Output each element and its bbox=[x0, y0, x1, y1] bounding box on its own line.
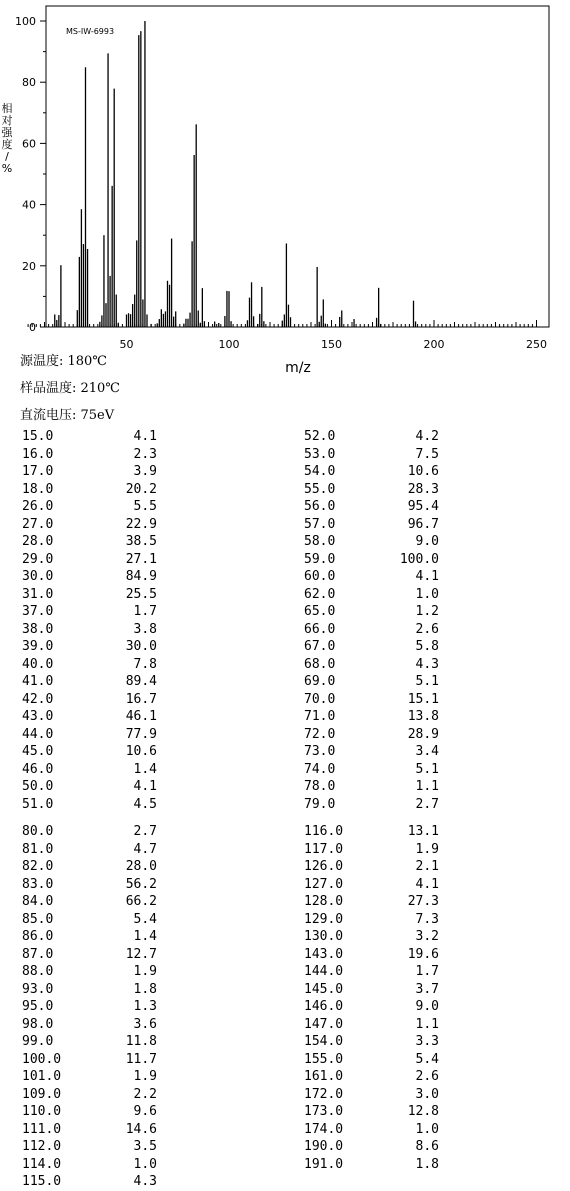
table-row bbox=[22, 481, 157, 499]
mz-value: 190.0 bbox=[304, 1139, 344, 1154]
intensity-value: 16.7 bbox=[125, 691, 157, 707]
mz-value: 78.0 bbox=[304, 779, 336, 794]
y-axis-label-char: 对 bbox=[1, 114, 13, 127]
table-row bbox=[304, 586, 439, 604]
x-axis-label: m/z bbox=[285, 360, 311, 376]
peak-table-col-4 bbox=[304, 823, 439, 1173]
intensity-value: 11.8 bbox=[125, 1034, 157, 1049]
mz-value: 74.0 bbox=[304, 761, 336, 777]
intensity-value: 4.2 bbox=[415, 429, 439, 444]
mz-value: 82.0 bbox=[22, 859, 54, 874]
intensity-value: 1.8 bbox=[133, 981, 157, 997]
intensity-value: 3.5 bbox=[133, 1139, 157, 1154]
table-row bbox=[22, 726, 157, 744]
mz-value: 42.0 bbox=[22, 691, 54, 707]
intensity-value: 7.8 bbox=[133, 656, 157, 672]
peak-table-col-3 bbox=[22, 823, 157, 1191]
intensity-value: 10.6 bbox=[125, 744, 157, 759]
table-row bbox=[22, 673, 157, 691]
table-row bbox=[304, 691, 439, 709]
intensity-value: 95.4 bbox=[407, 499, 439, 514]
intensity-value: 5.8 bbox=[415, 639, 439, 654]
sample-temperature: 样品温度: 210℃ bbox=[20, 381, 120, 396]
table-row bbox=[22, 1016, 157, 1034]
table-row bbox=[304, 428, 439, 446]
table-row bbox=[22, 446, 157, 464]
mz-value: 101.0 bbox=[22, 1069, 62, 1084]
mz-value: 95.0 bbox=[22, 999, 54, 1014]
table-row bbox=[304, 876, 439, 894]
intensity-value: 3.8 bbox=[133, 621, 157, 637]
intensity-value: 28.9 bbox=[407, 726, 439, 742]
mz-value: 99.0 bbox=[22, 1034, 54, 1049]
intensity-value: 3.4 bbox=[415, 744, 439, 759]
table-row bbox=[304, 963, 439, 981]
intensity-value: 4.1 bbox=[415, 569, 439, 584]
intensity-value: 10.6 bbox=[407, 464, 439, 479]
table-row bbox=[304, 481, 439, 499]
intensity-value: 2.7 bbox=[415, 796, 439, 812]
intensity-value: 3.6 bbox=[133, 1016, 157, 1032]
intensity-value: 13.8 bbox=[407, 709, 439, 724]
table-row bbox=[22, 428, 157, 446]
table-row bbox=[22, 823, 157, 841]
intensity-value: 89.4 bbox=[125, 674, 157, 689]
intensity-value: 28.0 bbox=[125, 859, 157, 874]
table-row bbox=[22, 1156, 157, 1174]
mz-value: 18.0 bbox=[22, 481, 54, 497]
intensity-value: 4.1 bbox=[133, 779, 157, 794]
mz-value: 84.0 bbox=[22, 894, 54, 909]
intensity-value: 15.1 bbox=[407, 691, 439, 707]
table-row bbox=[304, 1156, 439, 1174]
mz-value: 15.0 bbox=[22, 429, 54, 444]
table-row bbox=[304, 1138, 439, 1156]
mz-value: 130.0 bbox=[304, 929, 344, 944]
table-row bbox=[304, 778, 439, 796]
mz-value: 155.0 bbox=[304, 1051, 344, 1067]
y-tick-label: 100 bbox=[15, 15, 36, 28]
intensity-value: 9.0 bbox=[415, 999, 439, 1014]
mz-value: 45.0 bbox=[22, 744, 54, 759]
mz-value: 111.0 bbox=[22, 1121, 62, 1137]
table-row bbox=[22, 1051, 157, 1069]
table-row bbox=[22, 841, 157, 859]
mz-value: 110.0 bbox=[22, 1104, 62, 1119]
table-row bbox=[304, 1033, 439, 1051]
mz-value: 54.0 bbox=[304, 464, 336, 479]
mz-value: 43.0 bbox=[22, 709, 54, 724]
y-axis-label-char: 相 bbox=[1, 102, 13, 115]
intensity-value: 1.2 bbox=[415, 604, 439, 619]
table-row bbox=[304, 823, 439, 841]
intensity-value: 1.9 bbox=[133, 964, 157, 979]
table-row bbox=[304, 858, 439, 876]
mz-value: 65.0 bbox=[304, 604, 336, 619]
y-tick-label: 20 bbox=[22, 259, 36, 273]
mz-value: 52.0 bbox=[304, 429, 336, 444]
table-row bbox=[22, 1086, 157, 1104]
intensity-value: 2.3 bbox=[133, 446, 157, 462]
mz-value: 58.0 bbox=[304, 534, 336, 549]
intensity-value: 4.3 bbox=[415, 656, 439, 672]
table-row bbox=[22, 516, 157, 534]
mz-value: 145.0 bbox=[304, 981, 344, 997]
intensity-value: 7.5 bbox=[415, 446, 439, 462]
table-row bbox=[22, 551, 157, 569]
mz-value: 38.0 bbox=[22, 621, 54, 637]
peak-table-col-2 bbox=[304, 428, 439, 813]
table-row bbox=[22, 533, 157, 551]
mz-value: 154.0 bbox=[304, 1034, 344, 1049]
intensity-value: 3.0 bbox=[415, 1086, 439, 1102]
intensity-value: 1.4 bbox=[133, 929, 157, 944]
table-row bbox=[304, 946, 439, 964]
intensity-value: 28.3 bbox=[407, 481, 439, 497]
mz-value: 116.0 bbox=[304, 824, 344, 839]
table-row bbox=[22, 743, 157, 761]
mz-value: 93.0 bbox=[22, 981, 54, 997]
table-row bbox=[304, 743, 439, 761]
mz-value: 144.0 bbox=[304, 964, 344, 979]
table-row bbox=[22, 963, 157, 981]
mz-value: 81.0 bbox=[22, 841, 54, 857]
mz-value: 17.0 bbox=[22, 464, 54, 479]
mz-value: 39.0 bbox=[22, 639, 54, 654]
intensity-value: 1.7 bbox=[133, 604, 157, 619]
intensity-value: 27.1 bbox=[125, 551, 157, 567]
table-row bbox=[22, 911, 157, 929]
table-row bbox=[22, 638, 157, 656]
intensity-value: 46.1 bbox=[125, 709, 157, 724]
intensity-value: 5.5 bbox=[133, 499, 157, 514]
intensity-value: 5.1 bbox=[415, 761, 439, 777]
table-row bbox=[304, 656, 439, 674]
intensity-value: 5.4 bbox=[133, 911, 157, 927]
intensity-value: 12.7 bbox=[125, 946, 157, 962]
mz-value: 88.0 bbox=[22, 964, 54, 979]
intensity-value: 19.6 bbox=[407, 946, 439, 962]
table-row bbox=[22, 876, 157, 894]
intensity-value: 56.2 bbox=[125, 876, 157, 892]
intensity-value: 3.9 bbox=[133, 464, 157, 479]
intensity-value: 4.3 bbox=[133, 1174, 157, 1189]
table-row bbox=[304, 603, 439, 621]
mz-value: 98.0 bbox=[22, 1016, 54, 1032]
table-row bbox=[22, 1121, 157, 1139]
mz-value: 50.0 bbox=[22, 779, 54, 794]
table-row bbox=[22, 778, 157, 796]
mz-value: 146.0 bbox=[304, 999, 344, 1014]
mz-value: 56.0 bbox=[304, 499, 336, 514]
intensity-value: 9.6 bbox=[133, 1104, 157, 1119]
table-row bbox=[304, 673, 439, 691]
mz-value: 112.0 bbox=[22, 1139, 62, 1154]
table-row bbox=[304, 568, 439, 586]
mz-value: 55.0 bbox=[304, 481, 336, 497]
table-row bbox=[22, 998, 157, 1016]
table-row bbox=[304, 1051, 439, 1069]
intensity-value: 1.0 bbox=[133, 1156, 157, 1172]
source-temperature: 源温度: 180℃ bbox=[20, 354, 107, 369]
table-row bbox=[304, 726, 439, 744]
table-row bbox=[304, 446, 439, 464]
intensity-value: 12.8 bbox=[407, 1104, 439, 1119]
mz-value: 72.0 bbox=[304, 726, 336, 742]
intensity-value: 2.6 bbox=[415, 1069, 439, 1084]
table-row bbox=[22, 656, 157, 674]
y-tick-label: 80 bbox=[22, 76, 36, 90]
y-axis-label-char: 强 bbox=[1, 126, 13, 139]
table-row bbox=[22, 893, 157, 911]
table-row bbox=[22, 858, 157, 876]
intensity-value: 1.0 bbox=[415, 1121, 439, 1137]
intensity-value: 3.2 bbox=[415, 929, 439, 944]
y-tick-label: 0 bbox=[29, 321, 36, 334]
table-row bbox=[22, 796, 157, 814]
intensity-value: 25.5 bbox=[125, 586, 157, 602]
y-axis-label-char: 度 bbox=[1, 138, 13, 151]
mz-value: 60.0 bbox=[304, 569, 336, 584]
mz-value: 109.0 bbox=[22, 1086, 62, 1102]
x-tick-label: 100 bbox=[218, 338, 240, 351]
table-row bbox=[304, 551, 439, 569]
intensity-value: 1.1 bbox=[415, 1016, 439, 1032]
dc-voltage: 直流电压: 75eV bbox=[20, 408, 115, 423]
mz-value: 62.0 bbox=[304, 586, 336, 602]
mz-value: 57.0 bbox=[304, 516, 336, 532]
y-tick-label: 60 bbox=[22, 137, 36, 151]
mz-value: 172.0 bbox=[304, 1086, 344, 1102]
mz-value: 126.0 bbox=[304, 859, 344, 874]
intensity-value: 3.3 bbox=[415, 1034, 439, 1049]
table-row bbox=[22, 691, 157, 709]
intensity-value: 2.2 bbox=[133, 1086, 157, 1102]
table-row bbox=[22, 1103, 157, 1121]
x-tick-label: 50 bbox=[119, 338, 134, 351]
mz-value: 28.0 bbox=[22, 534, 54, 549]
mz-value: 44.0 bbox=[22, 726, 54, 742]
table-row bbox=[22, 621, 157, 639]
mz-value: 69.0 bbox=[304, 674, 336, 689]
mz-value: 71.0 bbox=[304, 709, 336, 724]
intensity-value: 30.0 bbox=[125, 639, 157, 654]
table-row bbox=[304, 998, 439, 1016]
mz-value: 53.0 bbox=[304, 446, 336, 462]
intensity-value: 20.2 bbox=[125, 481, 157, 497]
mz-value: 66.0 bbox=[304, 621, 336, 637]
intensity-value: 7.3 bbox=[415, 911, 439, 927]
table-row bbox=[304, 708, 439, 726]
table-row bbox=[22, 498, 157, 516]
table-row bbox=[304, 796, 439, 814]
table-row bbox=[304, 911, 439, 929]
intensity-value: 4.1 bbox=[133, 429, 157, 444]
mz-value: 46.0 bbox=[22, 761, 54, 777]
mz-value: 191.0 bbox=[304, 1156, 344, 1172]
table-row bbox=[304, 981, 439, 999]
table-row bbox=[304, 893, 439, 911]
table-row bbox=[22, 603, 157, 621]
mz-value: 147.0 bbox=[304, 1016, 344, 1032]
table-row bbox=[304, 1121, 439, 1139]
mz-value: 83.0 bbox=[22, 876, 54, 892]
mz-value: 27.0 bbox=[22, 516, 54, 532]
intensity-value: 8.6 bbox=[415, 1139, 439, 1154]
intensity-value: 2.7 bbox=[133, 824, 157, 839]
intensity-value: 5.1 bbox=[415, 674, 439, 689]
mz-value: 29.0 bbox=[22, 551, 54, 567]
peak-table-col-1 bbox=[22, 428, 157, 813]
intensity-value: 38.5 bbox=[125, 534, 157, 549]
intensity-value: 3.7 bbox=[415, 981, 439, 997]
intensity-value: 9.0 bbox=[415, 534, 439, 549]
mz-value: 16.0 bbox=[22, 446, 54, 462]
mz-value: 86.0 bbox=[22, 929, 54, 944]
table-row bbox=[304, 498, 439, 516]
table-row bbox=[22, 946, 157, 964]
table-row bbox=[304, 621, 439, 639]
mz-value: 67.0 bbox=[304, 639, 336, 654]
intensity-value: 96.7 bbox=[407, 516, 439, 532]
mz-value: 117.0 bbox=[304, 841, 344, 857]
mz-value: 30.0 bbox=[22, 569, 54, 584]
intensity-value: 14.6 bbox=[125, 1121, 157, 1137]
intensity-value: 4.7 bbox=[133, 841, 157, 857]
mz-value: 85.0 bbox=[22, 911, 54, 927]
mz-value: 173.0 bbox=[304, 1104, 344, 1119]
mz-value: 174.0 bbox=[304, 1121, 344, 1137]
mz-value: 115.0 bbox=[22, 1174, 62, 1189]
table-row bbox=[304, 463, 439, 481]
mz-value: 80.0 bbox=[22, 824, 54, 839]
mz-value: 41.0 bbox=[22, 674, 54, 689]
y-axis-label bbox=[2, 101, 14, 175]
intensity-value: 1.1 bbox=[415, 779, 439, 794]
table-row bbox=[304, 1103, 439, 1121]
intensity-value: 5.4 bbox=[415, 1051, 439, 1067]
mz-value: 37.0 bbox=[22, 604, 54, 619]
table-row bbox=[22, 1138, 157, 1156]
intensity-value: 66.2 bbox=[125, 894, 157, 909]
table-row bbox=[304, 516, 439, 534]
intensity-value: 4.1 bbox=[415, 876, 439, 892]
mz-value: 161.0 bbox=[304, 1069, 344, 1084]
table-row bbox=[22, 1033, 157, 1051]
mz-value: 143.0 bbox=[304, 946, 344, 962]
intensity-value: 1.4 bbox=[133, 761, 157, 777]
mz-value: 128.0 bbox=[304, 894, 344, 909]
intensity-value: 22.9 bbox=[125, 516, 157, 532]
x-tick-label: 150 bbox=[321, 338, 342, 351]
table-row bbox=[22, 586, 157, 604]
intensity-value: 27.3 bbox=[407, 894, 439, 909]
mz-value: 129.0 bbox=[304, 911, 344, 927]
x-tick-label: 250 bbox=[526, 338, 547, 351]
intensity-value: 100.0 bbox=[399, 551, 439, 567]
intensity-value: 1.0 bbox=[415, 586, 439, 602]
mz-value: 68.0 bbox=[304, 656, 336, 672]
mz-value: 100.0 bbox=[22, 1051, 62, 1067]
mz-value: 73.0 bbox=[304, 744, 336, 759]
intensity-value: 4.5 bbox=[133, 796, 157, 812]
mz-value: 87.0 bbox=[22, 946, 54, 962]
y-tick-label: 40 bbox=[22, 198, 36, 212]
intensity-value: 1.8 bbox=[415, 1156, 439, 1172]
mz-value: 114.0 bbox=[22, 1156, 62, 1172]
table-row bbox=[304, 1016, 439, 1034]
mz-value: 70.0 bbox=[304, 691, 336, 707]
intensity-value: 84.9 bbox=[125, 569, 157, 584]
y-axis-ticks bbox=[15, 15, 46, 334]
mz-value: 40.0 bbox=[22, 656, 54, 672]
mz-value: 51.0 bbox=[22, 796, 54, 812]
intensity-value: 1.9 bbox=[133, 1069, 157, 1084]
mz-value: 26.0 bbox=[22, 499, 54, 514]
table-row bbox=[304, 761, 439, 779]
intensity-value: 2.1 bbox=[415, 859, 439, 874]
intensity-value: 1.7 bbox=[415, 964, 439, 979]
table-row bbox=[22, 568, 157, 586]
intensity-value: 2.6 bbox=[415, 621, 439, 637]
table-row bbox=[22, 708, 157, 726]
peak-bars bbox=[55, 21, 416, 327]
table-row bbox=[304, 533, 439, 551]
mz-value: 31.0 bbox=[22, 586, 54, 602]
intensity-value: 13.1 bbox=[407, 824, 439, 839]
table-row bbox=[22, 928, 157, 946]
y-axis-label-char: / bbox=[5, 150, 9, 163]
table-row bbox=[22, 761, 157, 779]
mz-value: 59.0 bbox=[304, 551, 336, 567]
table-row bbox=[304, 1068, 439, 1086]
mz-value: 79.0 bbox=[304, 796, 336, 812]
intensity-value: 1.9 bbox=[415, 841, 439, 857]
table-row bbox=[304, 928, 439, 946]
table-row bbox=[22, 981, 157, 999]
x-tick-label: 200 bbox=[423, 338, 445, 351]
y-axis-label-char: % bbox=[1, 162, 13, 175]
table-row bbox=[304, 1086, 439, 1104]
table-row bbox=[304, 841, 439, 859]
intensity-value: 77.9 bbox=[125, 726, 157, 742]
mass-spectrum-chart bbox=[0, 0, 570, 380]
intensity-value: 11.7 bbox=[125, 1051, 157, 1067]
table-row bbox=[304, 638, 439, 656]
plot-frame bbox=[46, 6, 549, 327]
intensity-value: 1.3 bbox=[133, 999, 157, 1014]
table-row bbox=[22, 1068, 157, 1086]
table-row bbox=[22, 463, 157, 481]
mz-value: 127.0 bbox=[304, 876, 344, 892]
chart-title: MS-IW-6993 bbox=[66, 27, 115, 36]
